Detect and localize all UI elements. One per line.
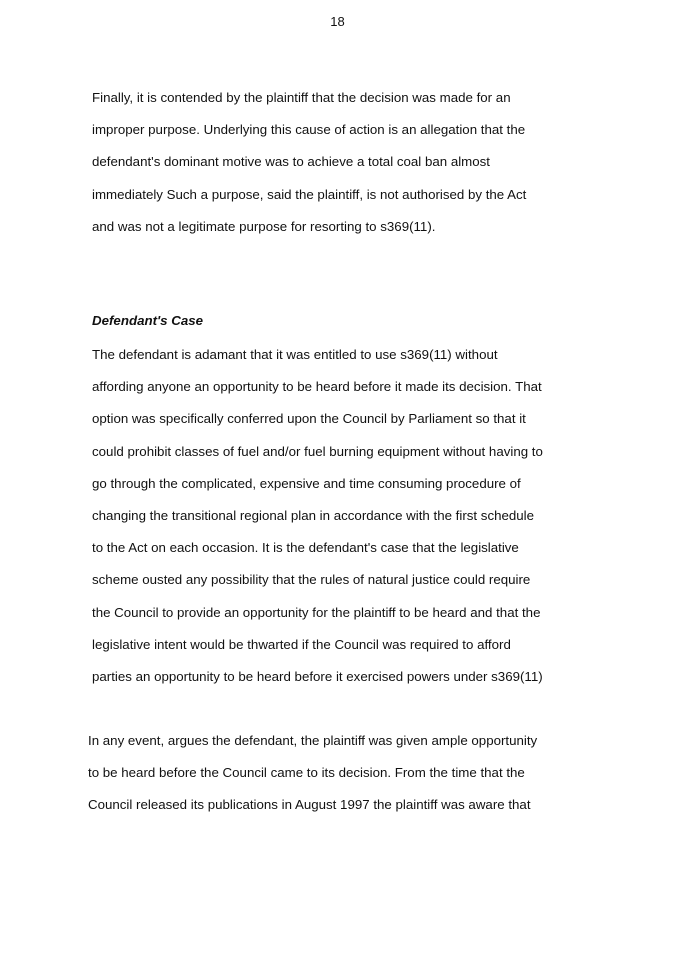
text-line: changing the transitional regional plan in accordance with the first schedule [92,507,535,523]
text-line: In any event, argues the defendant, the plaintiff was given ample opportunity [88,733,538,748]
text-line: to the Act on each occasion. It is the defendant's case that the legislative [92,540,519,556]
text-line: parties an opportunity to be heard before it exercised powers under s369(11) [92,668,543,684]
text-line: option was specifically conferred upon the Council by Parliament so that it [92,411,526,427]
text-line: affording anyone an opportunity to be heard before it made its decision. That [92,379,542,395]
section-heading: Defendant's Case [92,313,204,328]
text-line: go through the complicated, expensive and time consuming procedure of [92,475,521,491]
text-line: Finally, it is contended by the plaintiff that the decision was made for an [92,90,511,105]
text-line: immediately Such a purpose, said the plaintiff, is not authorised by the Act [92,186,527,202]
text-line: scheme ousted any possibility that the rules of natural justice could require [92,572,531,588]
paragraph-improper-purpose [92,89,572,250]
text-line: defendant's dominant motive was to achieve a total coal ban almost [92,154,490,170]
text-line: to be heard before the Council came to its decision. From the time that the [88,765,525,781]
text-line: could prohibit classes of fuel and/or fuel burning equipment without having to [92,443,543,459]
paragraph-defendant-case [92,346,572,700]
text-line: the Council to provide an opportunity for the plaintiff to be heard and that the [92,604,541,620]
text-line: legislative intent would be thwarted if the Council was required to afford [92,636,511,652]
text-line: improper purpose. Underlying this cause of action is an allegation that the [92,122,526,138]
page-number: 18 [330,14,345,29]
paragraph-opportunity [88,732,568,829]
text-line: Council released its publications in August 1997 the plaintiff was aware that [88,797,531,813]
text-line: and was not a legitimate purpose for resorting to s369(11). [92,218,436,234]
text-line: The defendant is adamant that it was entitled to use s369(11) without [92,347,498,362]
